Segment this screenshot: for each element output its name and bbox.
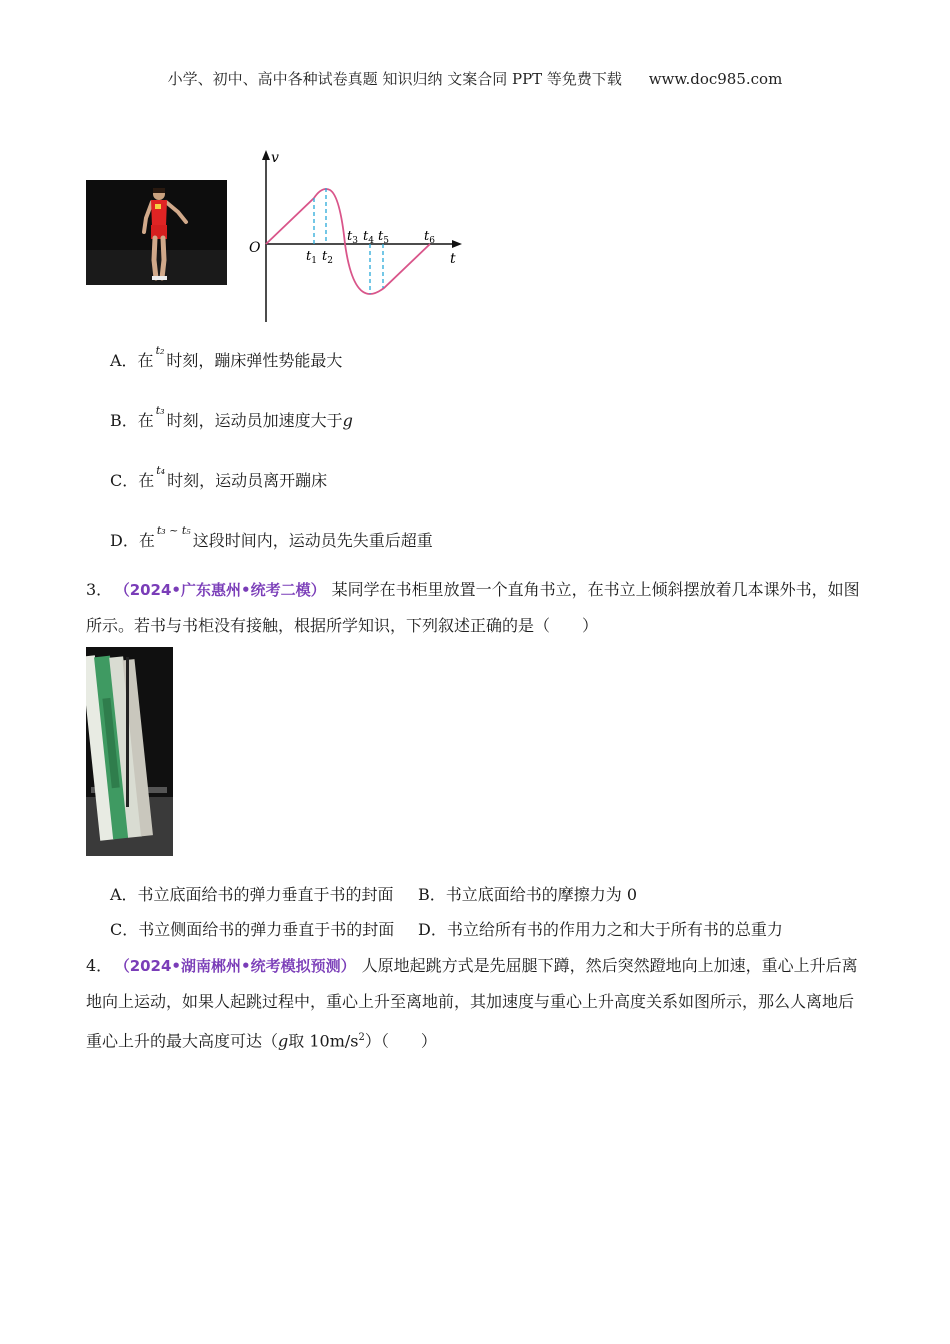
q2-option-c[interactable]: C．在$^{t_4}$时刻，运动员离开蹦床 bbox=[110, 464, 328, 490]
header-text: 小学、初中、高中各种试卷真题 知识归纳 文案合同 PPT 等免费下载 bbox=[167, 70, 622, 88]
question-3 bbox=[86, 572, 864, 644]
page-header bbox=[0, 68, 950, 89]
svg-text:t3: $t_3$ bbox=[347, 229, 358, 246]
header-site-link[interactable]: www.doc985.com bbox=[648, 70, 783, 88]
v-axis-label: v bbox=[271, 150, 279, 166]
origin-label: O bbox=[249, 240, 261, 256]
q2-option-d[interactable]: D．在$^{t_3 \sim t_5}$这段时间内，运动员先失重后超重 bbox=[110, 524, 433, 550]
q3-options-row-2 bbox=[110, 919, 783, 941]
svg-text:t1: $t_1$ bbox=[306, 249, 317, 266]
q4-number: 4． bbox=[86, 956, 113, 975]
trampoline-athlete-photo bbox=[86, 180, 227, 285]
svg-text:t6: $t_6$ bbox=[424, 229, 435, 246]
q2-option-b[interactable]: B．在$^{t_3}$时刻，运动员加速度大于g bbox=[110, 404, 353, 430]
q3-number: 3． bbox=[86, 580, 113, 599]
q3-option-d[interactable]: D．书立给所有书的作用力之和大于所有书的总重力 bbox=[418, 920, 783, 939]
q3-text: 某同学在书柜里放置一个直角书立，在书立上倾斜摆放着几本课外书，如图所示。若书与书柜没有接触，根据所学知识，下列叙述正确的是（ ） bbox=[86, 580, 860, 635]
q4-source: （2024•湖南郴州•统考模拟预测） bbox=[122, 957, 356, 975]
q2-option-a[interactable]: A．在$^{t_2}$时刻，蹦床弹性势能最大 bbox=[110, 344, 343, 370]
bookend-books-photo bbox=[86, 647, 173, 856]
q4-text: 人原地起跳方式是先屈腿下蹲，然后突然蹬地向上加速，重心上升后离地向上运动，如果人起跳过程中，重心上升至离地前，其加速度与重心上升高度关系如图所示，那么人离地后重心上升的最大高度可达（ bbox=[86, 956, 858, 1051]
question-4: 4． （2024•湖南郴州•统考模拟预测） 人原地起跳方式是先屈腿下蹲，然后突然蹬地向上加速，重心上升后离地向上运动，如果人起跳过程中，重心上升至离地前，其加速度与重心上升高度关系如图所示，那么人离地后重心上升的最大高度可达（g取 $10m/s^2$）（ ） bbox=[86, 956, 858, 1051]
t-axis-label: t bbox=[450, 251, 456, 267]
q3-option-c[interactable]: C．书立侧面给书的弹力垂直于书的封面 bbox=[110, 920, 395, 939]
velocity-time-graph bbox=[244, 148, 464, 326]
svg-text:t2: $t_2$ bbox=[322, 249, 333, 266]
q3-option-b[interactable]: B．书立底面给书的摩擦力为 0 bbox=[418, 885, 638, 904]
q3-option-a[interactable]: A．书立底面给书的弹力垂直于书的封面 bbox=[110, 885, 394, 904]
q3-options-row-1 bbox=[110, 884, 637, 906]
svg-text:t5: $t_5$ bbox=[378, 229, 389, 246]
q3-source: （2024•广东惠州•统考二模） bbox=[122, 581, 326, 599]
svg-text:t4: $t_4$ bbox=[363, 229, 374, 246]
